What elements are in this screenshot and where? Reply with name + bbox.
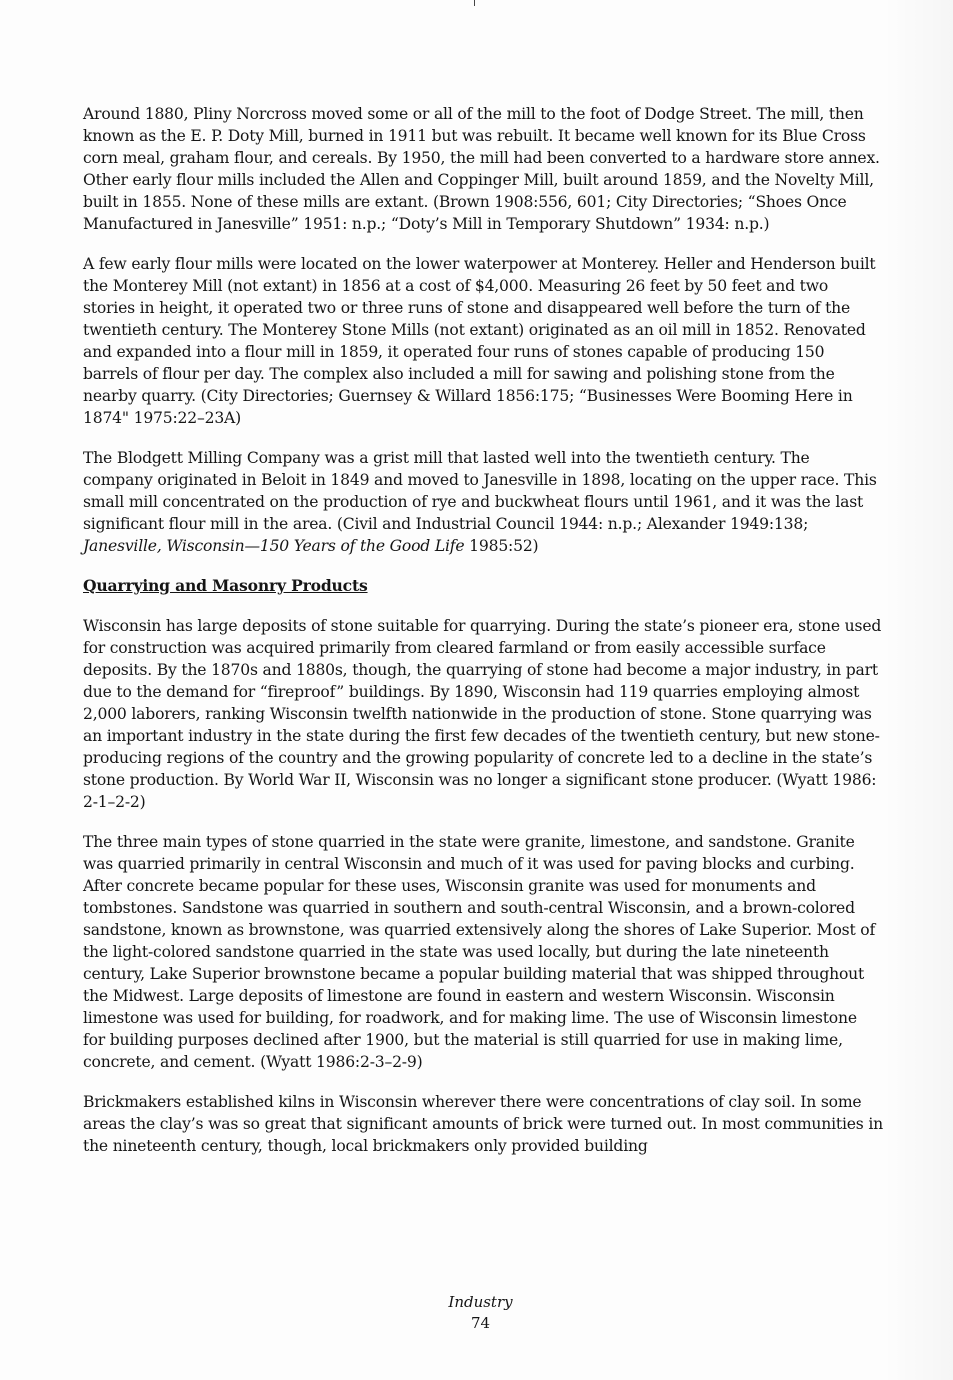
section-heading: Quarrying and Masonry Products [83, 576, 368, 595]
scan-mark [474, 0, 475, 6]
paragraph-blodgett-text: The Blodgett Milling Company was a grist mill that lasted well into the twentieth century. The company originated in Beloit in 1849 and moved to Janesville in 1898, locating on the upper race. This small mill concentrated on the production of rye and buckwheat flours until 1961, and it was the last significant flour mill in the area. (Civil and Industrial Council 1944: n.p.; Alexander 1949:138; [83, 449, 877, 533]
paragraph-blodgett-milling [83, 447, 883, 557]
paragraph-monterey-mills: A few early flour mills were located on the lower waterpower at Monterey. Heller and Henderson built the Monterey Mill (not extant) in 1856 at a cost of $4,000. Measuring 26 feet by 50 feet and two stories in height, it operated two or three runs of stone and disappeared well before the turn of the twentieth century. The Monterey Stone Mills (not extant) originated as an oil mill in 1852. Renovated and expanded into a flour mill in 1859, it operated four runs of stones capable of producing 150 barrels of flour per day. The complex also included a mill for sawing and polishing stone from the nearby quarry. (City Directories; Guernsey & Willard 1856:175; “Businesses Were Booming Here in 1874" 1975:22–23A) [83, 255, 876, 427]
paragraph-stone-types: The three main types of stone quarried in the state were granite, limestone, and sandstone. Granite was quarried primarily in central Wisconsin and much of it was used for paving blocks and curbing. After concrete became popular for these uses, Wisconsin granite was used for monuments and tombstones. Sandstone was quarried in southern and south-central Wisconsin, and a brown-colored sandstone, known as brownstone, was quarried extensively along the shores of Lake Superior. Most of the light-colored sandstone quarried in the state was used locally, but during the late nineteenth century, Lake Superior brownstone became a popular building material that was shipped throughout the Midwest. Large deposits of limestone are found in eastern and western Wisconsin. Wisconsin limestone was used for building, for roadwork, and for making lime. The use of Wisconsin limestone for building purposes declined after 1900, but the material is still quarried for use in making lime, concrete, and cement. (Wyatt 1986:2-3–2-9) [83, 833, 876, 1071]
page-shadow [883, 0, 953, 1380]
paragraph-doty-mill: Around 1880, Pliny Norcross moved some or all of the mill to the foot of Dodge Street. The mill, then known as the E. P. Doty Mill, burned in 1911 but was rebuilt. It became well known for its Blue Cross corn meal, graham flour, and cereals. By 1950, the mill had been converted to a hardware store annex. Other early flour mills included the Allen and Coppinger Mill, built around 1859, and the Novelty Mill, built in 1855. None of these mills are extant. (Brown 1908:556, 601; City Directories; “Shoes Once Manufactured in Janesville” 1951: n.p.; “Doty’s Mill in Temporary Shutdown” 1934: n.p.) [83, 105, 880, 233]
paragraph-blodgett-italic-title: Janesville, Wisconsin—150 Years of the Good Life [83, 537, 465, 555]
footer-section-title: Industry [448, 1293, 513, 1311]
body-text [83, 103, 883, 1175]
paragraph-blodgett-citation-end: 1985:52) [464, 537, 539, 555]
paragraph-brickmakers: Brickmakers established kilns in Wisconsin wherever there were concentrations of clay soil. In some areas the clay’s was so great that significant amounts of brick were turned out. In most communities in the nineteenth century, though, local brickmakers only provided building [83, 1093, 883, 1155]
paragraph-stone-deposits: Wisconsin has large deposits of stone suitable for quarrying. During the state’s pioneer era, stone used for construction was acquired primarily from cleared farmland or from easily accessible surface deposits. By the 1870s and 1880s, though, the quarrying of stone had become a major industry, in part due to the demand for “fireproof” buildings. By 1890, Wisconsin had 119 quarries employing almost 2,000 laborers, ranking Wisconsin twelfth nationwide in the production of stone. Stone quarrying was an important industry in the state during the first few decades of the twentieth century, but new stone-producing regions of the country and the growing popularity of concrete led to a decline in the state’s stone production. By World War II, Wisconsin was no longer a significant stone producer. (Wyatt 1986: 2-1–2-2) [83, 617, 882, 811]
page-number: 74 [470, 1314, 491, 1332]
